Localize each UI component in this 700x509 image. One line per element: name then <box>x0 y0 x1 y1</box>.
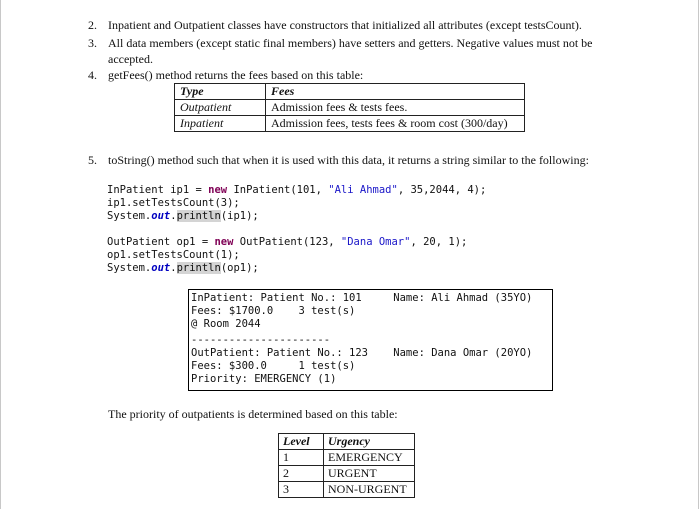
item-2-number: 2. <box>88 18 97 32</box>
code-line-outpatient-constructor: OutPatient op1 = new OutPatient(123, "Dana Omar", 20, 1); <box>107 236 468 248</box>
fees-table-row <box>175 100 525 116</box>
console-line: Priority: EMERGENCY (1) <box>191 373 337 385</box>
priority-table-header-urgency: Urgency <box>324 434 415 450</box>
item-3-number: 3. <box>88 36 97 50</box>
priority-urgency-cell: EMERGENCY <box>324 450 415 466</box>
code-line-inpatient-settests: ip1.setTestsCount(3); <box>107 197 240 209</box>
item-4-number: 4. <box>88 68 97 82</box>
fees-table-header-row <box>175 84 525 100</box>
fees-table-header-fees: Fees <box>266 84 525 100</box>
console-line: Fees: $300.0 1 test(s) <box>191 360 356 372</box>
priority-table-header-row <box>279 434 415 450</box>
priority-level-cell: 1 <box>279 450 324 466</box>
item-3-line-2: accepted. <box>108 52 153 66</box>
fees-table-type-cell: Outpatient <box>175 100 266 116</box>
priority-urgency-cell: NON-URGENT <box>324 482 415 498</box>
page-right-edge <box>698 0 699 509</box>
console-line: OutPatient: Patient No.: 123 Name: Dana Omar (20YO) <box>191 347 533 359</box>
page-left-edge <box>0 0 1 509</box>
fees-table <box>174 83 525 132</box>
code-line-outpatient-println: System.out.println(op1); <box>107 262 259 274</box>
priority-table-header-level: Level <box>279 434 324 450</box>
fees-table-fees-cell: Admission fees, tests fees & room cost (300/day) <box>266 116 525 132</box>
fees-table-type-cell: Inpatient <box>175 116 266 132</box>
priority-level-cell: 3 <box>279 482 324 498</box>
item-4-text: getFees() method returns the fees based on this table: <box>108 68 364 82</box>
fees-table-header-type: Type <box>175 84 266 100</box>
code-line-inpatient-println: System.out.println(ip1); <box>107 210 259 222</box>
item-2-text: Inpatient and Outpatient classes have constructors that initialized all attributes (except testsCount). <box>108 18 582 32</box>
console-line: @ Room 2044 <box>191 318 261 330</box>
item-5-text: toString() method such that when it is used with this data, it returns a string similar to the following: <box>108 153 589 167</box>
console-line: InPatient: Patient No.: 101 Name: Ali Ahmad (35YO) <box>191 292 533 304</box>
priority-table <box>278 433 415 498</box>
priority-urgency-cell: URGENT <box>324 466 415 482</box>
code-line-outpatient-settests: op1.setTestsCount(1); <box>107 249 240 261</box>
priority-table-row <box>279 482 415 498</box>
item-5-number: 5. <box>88 153 97 167</box>
priority-table-row <box>279 450 415 466</box>
code-line-inpatient-constructor: InPatient ip1 = new InPatient(101, "Ali Ahmad", 35,2044, 4); <box>107 184 487 196</box>
priority-level-cell: 2 <box>279 466 324 482</box>
console-separator: ---------------------- <box>191 334 331 346</box>
console-output-box <box>188 289 553 391</box>
priority-description: The priority of outpatients is determined based on this table: <box>108 407 398 421</box>
item-3-line-1: All data members (except static final members) have setters and getters. Negative values must not be <box>108 36 593 50</box>
fees-table-fees-cell: Admission fees & tests fees. <box>266 100 525 116</box>
priority-table-row <box>279 466 415 482</box>
fees-table-row <box>175 116 525 132</box>
console-line: Fees: $1700.0 3 test(s) <box>191 305 356 317</box>
